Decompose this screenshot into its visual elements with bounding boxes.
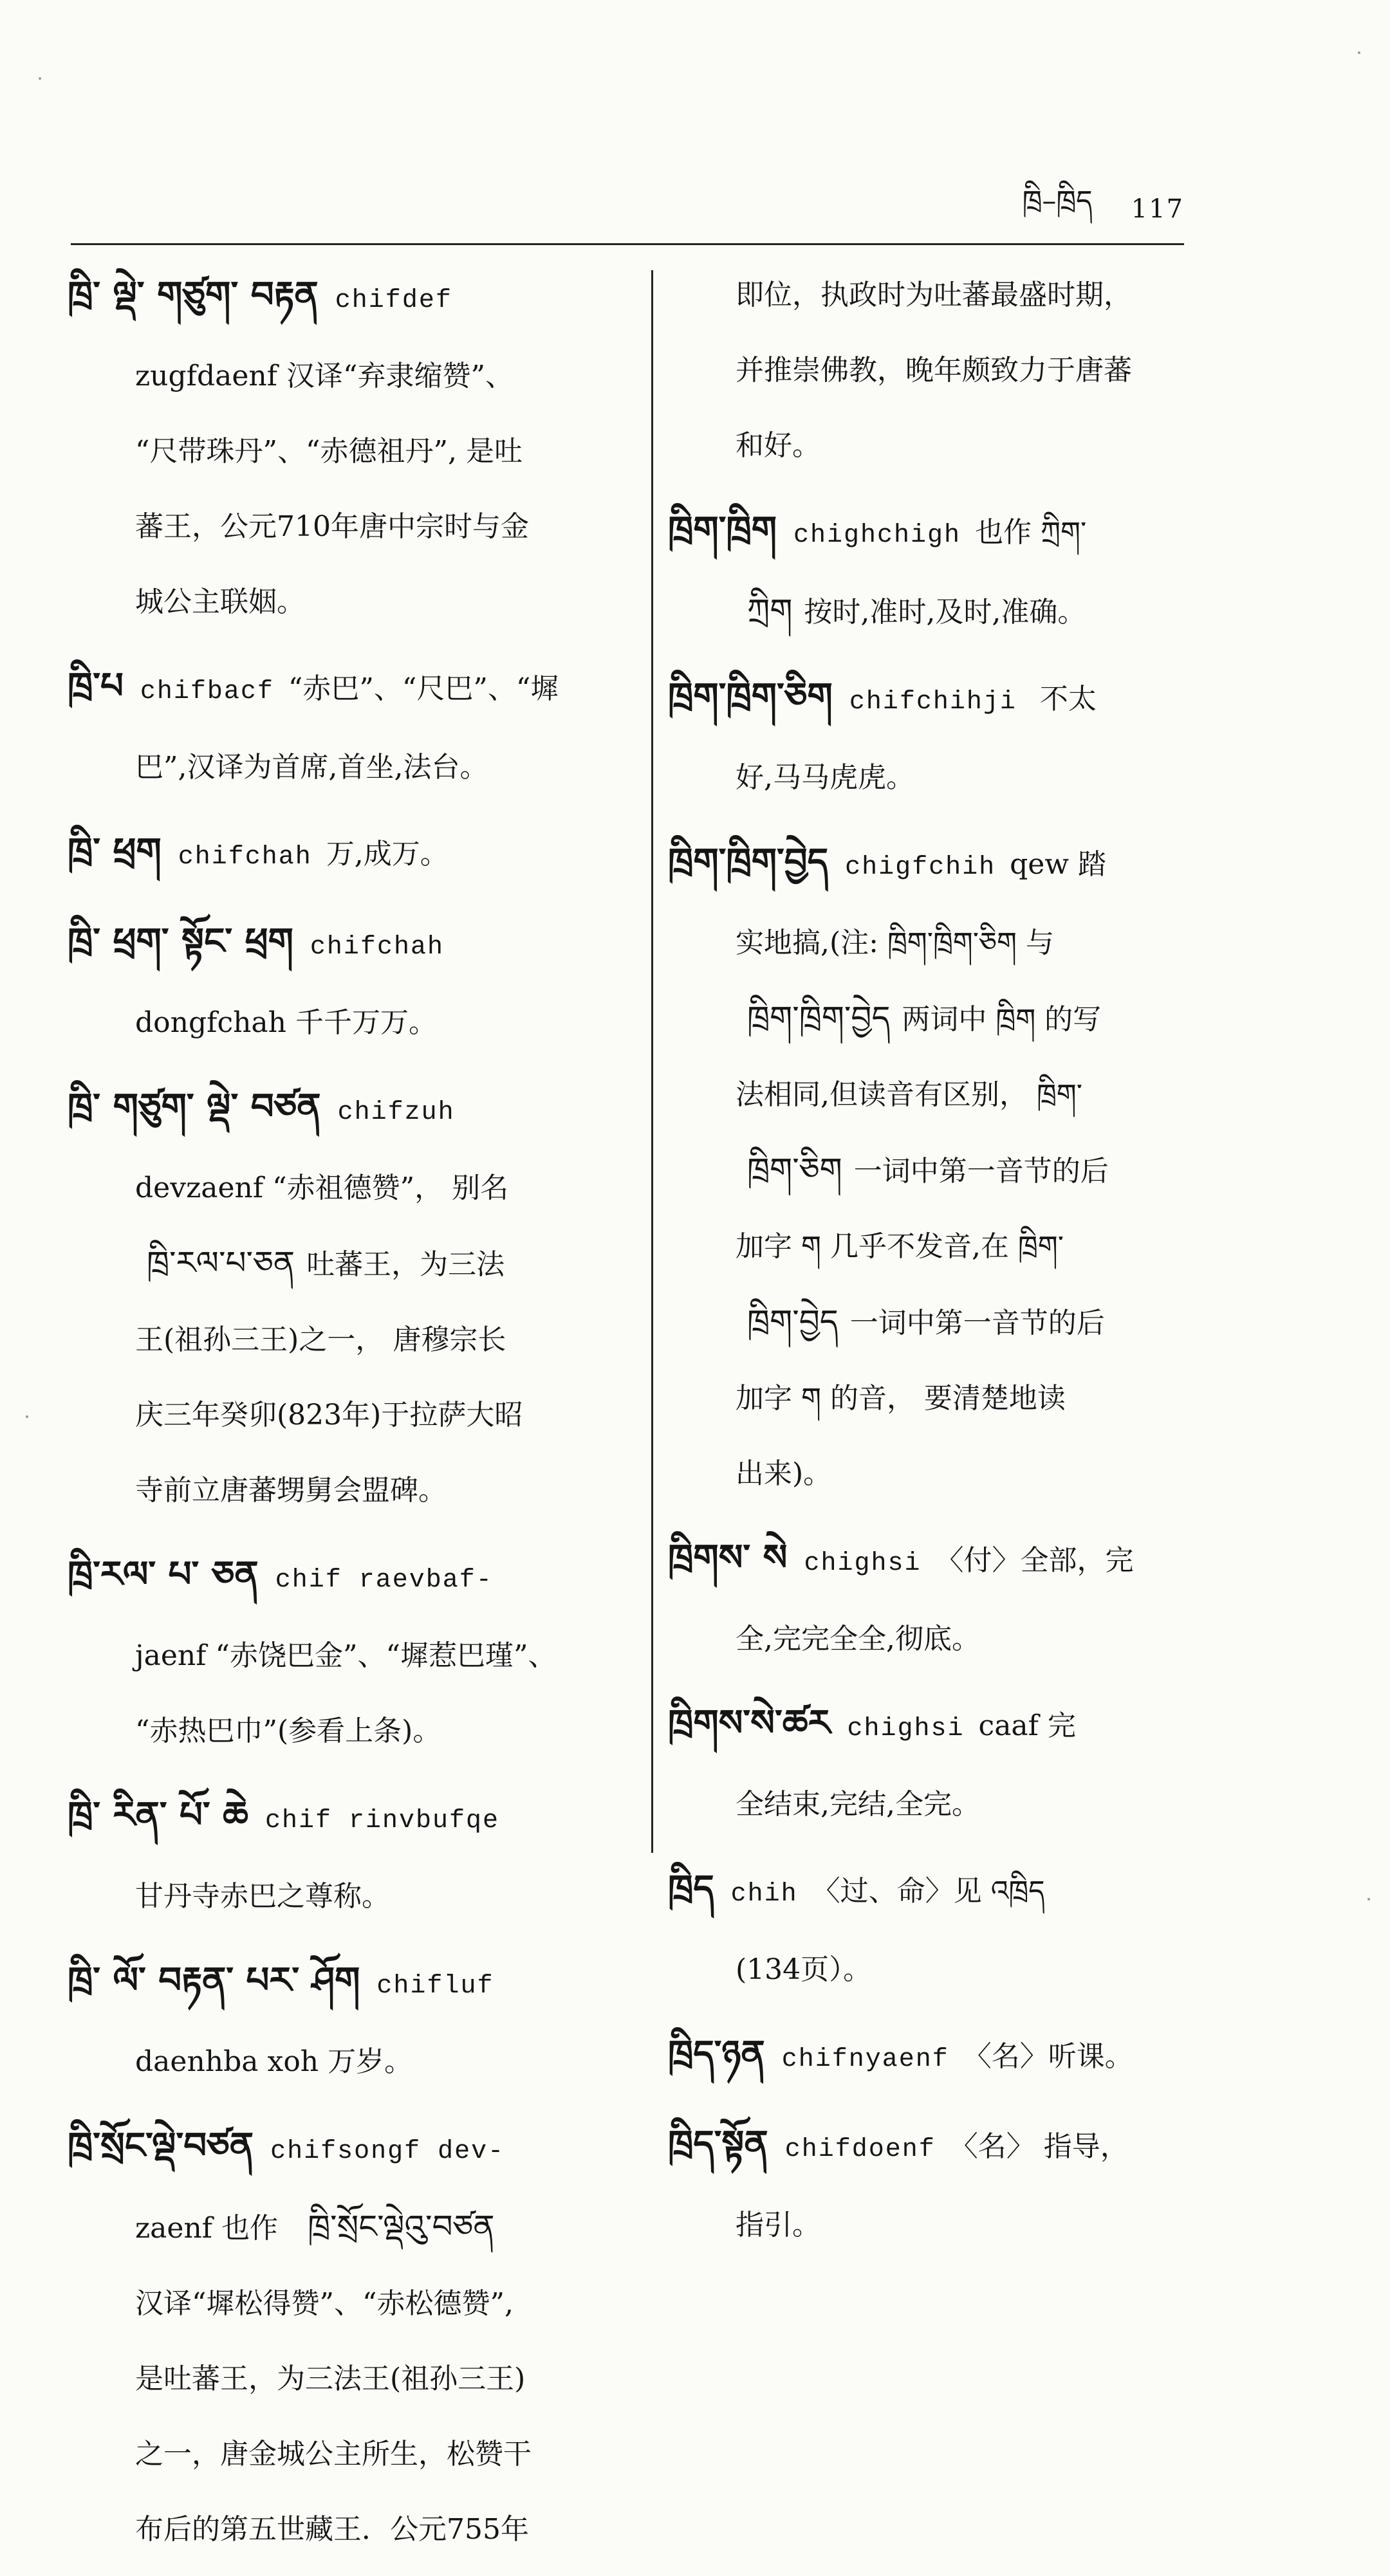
romanization: chifbacf <box>140 677 274 706</box>
definition-text: 按时,准时,及时,准确。 <box>804 596 1086 629</box>
definition-text: 实地搞,(注: ཁྲིག་ཁྲིག་ཅིག 与 <box>736 926 1054 959</box>
entry-headline <box>668 659 1212 740</box>
entry-headline <box>68 1943 618 2024</box>
romanization: chih <box>730 1880 798 1909</box>
definition-text: “赤热巴巾”(参看上条)。 <box>135 1715 441 1747</box>
dictionary-entry <box>68 649 618 805</box>
definition-text: caaf 完 <box>978 1709 1076 1742</box>
dictionary-entry <box>668 659 1212 815</box>
entry-line <box>668 740 1212 815</box>
entry-line <box>668 1284 1212 1361</box>
entry-line <box>68 1226 618 1302</box>
definition-text: 王(祖孙三王)之一， 唐穆宗长 <box>135 1323 506 1356</box>
definition-text: 〈付〉全部，完 <box>935 1544 1134 1577</box>
definition-text: 好,马马虎虎。 <box>736 761 914 794</box>
page-header-range: ཁྲི–ཁྲིད <box>1022 185 1093 217</box>
entry-line <box>68 2024 618 2099</box>
definition-text: devzaenf “赤祖德赞”， 别名 <box>135 1172 509 1204</box>
entry-line <box>68 2492 618 2567</box>
entry-line <box>668 980 1212 1057</box>
tibetan-headword: ཁྲི་རལ་ པ་ ཅན <box>68 1554 259 1596</box>
entry-line <box>68 2266 618 2341</box>
entry-line <box>68 414 618 489</box>
entry-line <box>668 333 1212 408</box>
definition-text: 蕃王，公元710年唐中宗时与金 <box>135 510 529 543</box>
entry-line <box>668 905 1212 980</box>
scan-speck <box>1367 1898 1370 1900</box>
tibetan-headword: ཁྲི་ ལོ་ བརྟན་ པར་ ཤོག <box>68 1960 360 2001</box>
definition-text: (134页）。 <box>736 1953 872 1986</box>
romanization: chifluf <box>376 1972 494 2001</box>
entry-line <box>68 1693 618 1769</box>
tibetan-headword: ཁྲིད <box>668 1868 714 1909</box>
dictionary-entry <box>68 2108 618 2567</box>
definition-text: zaenf 也作 <box>135 2212 279 2245</box>
entry-line <box>668 408 1212 483</box>
definition-text: 不太 <box>1030 683 1097 715</box>
romanization: chifsongf dev- <box>270 2137 505 2166</box>
entry-line <box>668 1057 1212 1132</box>
tibetan-term: ཀྲིག <box>747 592 793 629</box>
definition-text: 全,完完全全,彻底。 <box>736 1623 980 1655</box>
definition-text: 法相同,但读音有区别， ཁྲིག་ <box>736 1078 1082 1111</box>
entry-headline <box>68 1537 618 1618</box>
definition-text: qew 踏 <box>1010 848 1106 881</box>
definition-text: 甘丹寺赤巴之尊称。 <box>135 1880 390 1913</box>
romanization: chif rinvbufqe <box>264 1807 500 1835</box>
entry-line <box>668 573 1212 650</box>
definition-text: 加字 ག 的音， 要清楚地读 <box>736 1382 1066 1415</box>
tibetan-term: ཁྲི་སྲོང་ལྡེའུ་བཙན <box>308 2208 495 2245</box>
definition-text: 〈过、命〉见 འཁྲིད <box>811 1875 1045 1908</box>
entry-line <box>68 338 618 414</box>
entry-line <box>68 2189 618 2266</box>
tibetan-term: ཁྲིག་ཁྲིག་བྱེད <box>747 999 891 1036</box>
romanization: chifchihji <box>849 688 1017 717</box>
definition-text: 庆三年癸卯(823年)于拉萨大昭 <box>135 1399 523 1431</box>
tibetan-headword: ཁྲི་ ཕྲག <box>68 831 162 872</box>
scan-speck <box>39 77 41 80</box>
definition-text: 〈名〉听课。 <box>963 2040 1133 2073</box>
entry-headline <box>68 814 618 895</box>
entry-line <box>68 489 618 564</box>
entry-line <box>68 1150 618 1226</box>
entry-line <box>668 1361 1212 1436</box>
dictionary-entry <box>668 2016 1212 2097</box>
tibetan-headword: ཁྲི་ ཕྲག་ སྟོང་ ཕྲག <box>68 921 293 962</box>
definition-text: 之一，唐金城公主所生，松赞干 <box>135 2438 532 2470</box>
scan-speck <box>1358 51 1360 54</box>
entry-headline <box>668 2016 1212 2097</box>
definition-text: 出来)。 <box>736 1457 832 1490</box>
page-number: 117 <box>1131 194 1184 224</box>
romanization: chifchah <box>178 843 312 872</box>
dictionary-entry <box>68 1069 618 1528</box>
definition-text: 一词中第一音节的后 <box>849 1307 1105 1339</box>
definition-text: 两词中 ཁྲིག 的写 <box>902 1003 1102 1036</box>
definition-text: 一词中第一音节的后 <box>853 1155 1109 1188</box>
definition-text: “尺带珠丹”、“赤德祖丹”, 是吐 <box>135 435 523 468</box>
tibetan-headword: ཁྲིད་ཉན <box>668 2033 765 2075</box>
tibetan-headword: ཁྲིག་ཁྲིག་བྱེད <box>668 841 829 883</box>
entry-line <box>668 1932 1212 2007</box>
definition-text: 〈名〉 指导， <box>949 2130 1129 2163</box>
definition-text: 城公主联姻。 <box>135 585 305 618</box>
entry-line <box>68 985 618 1060</box>
entry-line <box>68 564 618 639</box>
dictionary-entry <box>668 824 1212 1511</box>
entry-line <box>668 1767 1212 1842</box>
entry-line <box>68 1377 618 1453</box>
entry-headline <box>668 1520 1212 1601</box>
entry-line <box>68 1859 618 1934</box>
definition-text: 万,成万。 <box>326 838 449 870</box>
definition-text: 吐蕃王，为三法 <box>306 1248 505 1281</box>
dictionary-entry <box>68 814 618 895</box>
entry-headline <box>68 1778 618 1859</box>
dictionary-entry <box>668 1851 1212 2007</box>
left-column <box>68 257 618 2576</box>
tibetan-headword: ཁྲིག་ཁྲིག <box>668 509 777 551</box>
entry-line <box>68 2341 618 2416</box>
dictionary-entry <box>68 904 618 1060</box>
definition-text: 寺前立唐蕃甥舅会盟碑。 <box>135 1474 447 1507</box>
dictionary-entry <box>68 1943 618 2099</box>
romanization: chighsi <box>847 1715 965 1743</box>
definition-text: “赤巴”、“尺巴”、“墀 <box>288 672 559 705</box>
entry-headline <box>68 1069 618 1150</box>
tibetan-term: ཁྲི་རལ་པ་ཅན <box>147 1244 295 1282</box>
entry-line <box>668 1436 1212 1511</box>
entry-line <box>68 1453 618 1528</box>
definition-text: 并推崇佛教，晚年颇致力于唐蕃 <box>736 354 1132 387</box>
romanization: chighsi <box>804 1549 922 1578</box>
tibetan-headword: ཁྲི་པ <box>68 665 124 707</box>
romanization: chifzuh <box>337 1098 455 1127</box>
tibetan-headword: ཁྲིགས་སེ་ཚར <box>668 1702 831 1744</box>
tibetan-headword: ཁྲི་ རིན་ པོ་ ཆེ <box>68 1794 248 1836</box>
entry-line <box>668 1209 1212 1284</box>
header-rule <box>71 243 1184 245</box>
definition-text: dongfchah 千千万万。 <box>135 1006 437 1039</box>
entry-headline <box>68 2108 618 2189</box>
definition-text: 和好。 <box>736 429 820 462</box>
entry-headline <box>68 257 618 338</box>
dictionary-entry <box>68 1537 618 1769</box>
tibetan-headword: ཁྲིད་སྟོན <box>668 2123 768 2165</box>
tibetan-headword: ཁྲིག་ཁྲིག་ཅིག <box>668 676 833 717</box>
entry-line <box>668 1601 1212 1677</box>
page-header <box>952 187 1184 232</box>
definition-text: 巴”,汉译为首席,首坐,法台。 <box>135 751 488 784</box>
definition-text: jaenf “赤饶巴金”、“墀惹巴瑾”、 <box>135 1639 557 1672</box>
definition-text: 指引。 <box>736 2209 820 2241</box>
tibetan-headword: ཁྲི་ ལྡེ་ གཙུག་ བརྟན <box>68 274 319 316</box>
entry-line <box>668 1132 1212 1209</box>
dictionary-entry <box>668 1686 1212 1842</box>
entry-headline <box>668 1851 1212 1932</box>
tibetan-headword: ཁྲི་ གཙུག་ ལྡེ་ བཙན <box>68 1086 321 1128</box>
entry-line <box>668 257 1212 333</box>
definition-text: 布后的第五世藏王．公元755年 <box>135 2513 529 2546</box>
romanization: chifchah <box>310 933 444 962</box>
entry-line <box>68 2416 618 2492</box>
entry-headline <box>68 649 618 730</box>
dictionary-entry <box>68 1778 618 1934</box>
entry-line <box>668 2187 1212 2263</box>
entry-line <box>68 730 618 805</box>
column-divider <box>651 270 653 1853</box>
definition-text: zugfdaenf 汉译“弃隶缩赞”、 <box>135 360 514 392</box>
romanization: chifdef <box>335 286 452 315</box>
dictionary-entry <box>668 257 1212 483</box>
romanization: chighchigh <box>793 521 961 550</box>
entry-headline <box>668 824 1212 905</box>
entry-headline <box>668 1686 1212 1767</box>
tibetan-term: ཁྲིག་བྱེད <box>747 1303 839 1340</box>
definition-text: 全结束,完结,全完。 <box>736 1788 980 1821</box>
entry-line <box>68 1618 618 1693</box>
definition-text: 汉译“墀松得赞”、“赤松德赞”, <box>135 2287 514 2320</box>
entry-headline <box>68 904 618 985</box>
dictionary-entry <box>668 492 1212 650</box>
scan-speck <box>26 1415 28 1418</box>
definition-text: daenhba xoh 万岁。 <box>135 2045 413 2078</box>
tibetan-headword: ཁྲི་སྲོང་ལྡེ་བཙན <box>68 2125 254 2167</box>
romanization: chif raevbaf- <box>275 1566 493 1595</box>
romanization: chifnyaenf <box>781 2045 949 2074</box>
definition-text: 是吐蕃王，为三法王(祖孙三王) <box>135 2362 526 2395</box>
entry-line <box>68 1302 618 1377</box>
right-column <box>668 257 1212 2272</box>
definition-text: 加字 ག 几乎不发音,在 ཁྲིག་ <box>736 1230 1064 1263</box>
entry-headline <box>668 492 1212 573</box>
romanization: chifdoenf <box>784 2135 936 2164</box>
dictionary-entry <box>668 1520 1212 1677</box>
definition-text: 即位，执政时为吐蕃最盛时期， <box>736 279 1132 311</box>
romanization: chigfchih <box>845 853 996 882</box>
dictionary-entry <box>668 2106 1212 2263</box>
dictionary-entry <box>68 257 618 639</box>
entry-headline <box>668 2106 1212 2187</box>
tibetan-headword: ཁྲིགས་ སེ <box>668 1537 788 1579</box>
definition-text: 也作 ཀྲིག་ <box>975 516 1087 549</box>
tibetan-term: ཁྲིག་ཅིག <box>747 1151 842 1188</box>
